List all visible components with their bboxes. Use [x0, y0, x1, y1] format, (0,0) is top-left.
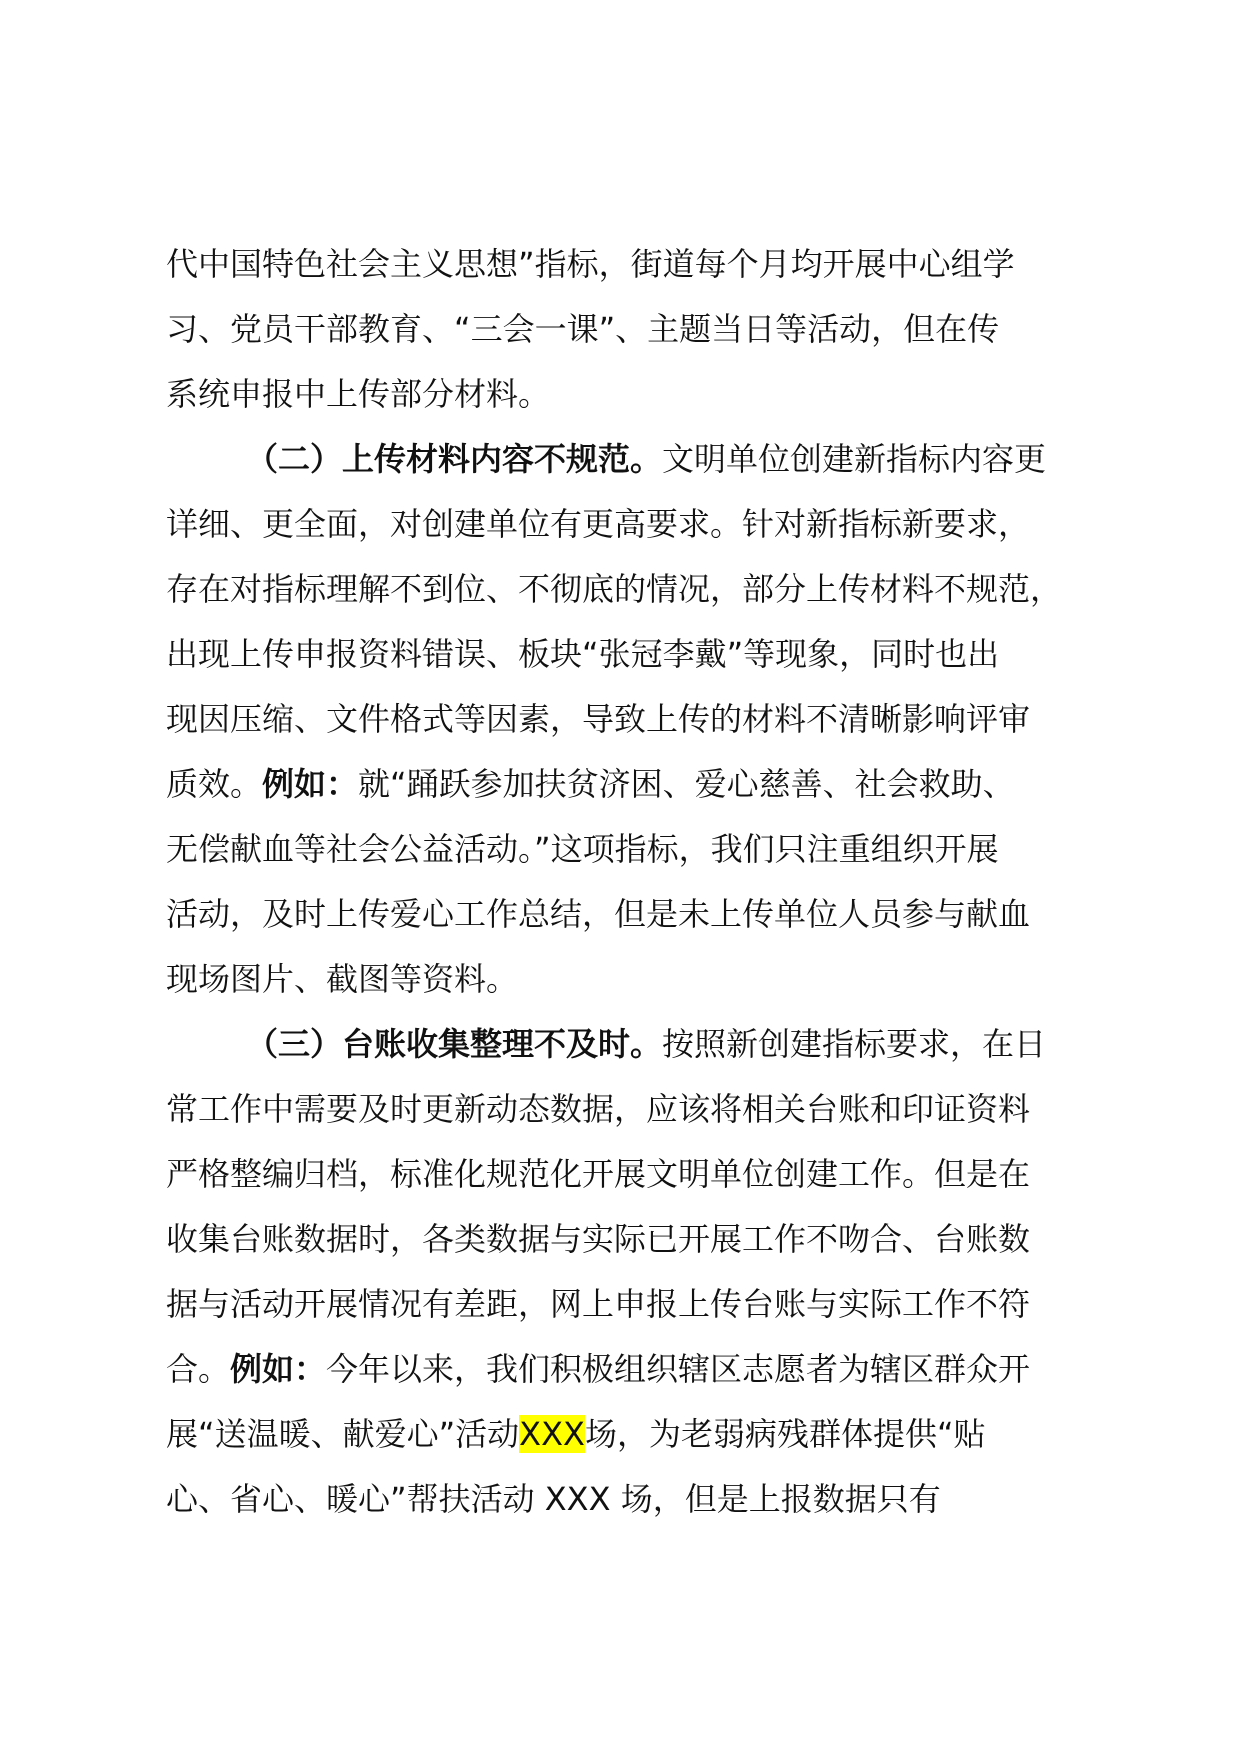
- text-line: 心、省心、暖心”帮扶活动 XXX 场，但是上报数据只有: [166, 1480, 941, 1518]
- text-line: 收集台账数据时，各类数据与实际已开展工作不吻合、台账数: [166, 1220, 1031, 1258]
- text-line: 代中国特色社会主义思想”指标，街道每个月均开展中心组学: [166, 245, 1015, 283]
- text-line: 严格整编归档，标准化规范化开展文明单位创建工作。但是在: [166, 1155, 1031, 1193]
- text-line: 出现上传申报资料错误、板块“张冠李戴”等现象，同时也出: [166, 635, 1000, 673]
- text-line: 习、党员干部教育、“三会一课”、主题当日等活动，但在传: [166, 310, 1000, 348]
- text-line: 存在对指标理解不到位、不彻底的情况，部分上传材料不规范，: [166, 570, 1063, 608]
- body-text: [166, 232, 1126, 1532]
- text-line: 活动，及时上传爱心工作总结，但是未上传单位人员参与献血: [166, 895, 1031, 933]
- text-line: 详细、更全面，对创建单位有更高要求。针对新指标新要求，: [166, 505, 1031, 543]
- text-line: 现因压缩、文件格式等因素，导致上传的材料不清晰影响评审: [166, 700, 1031, 738]
- section-heading-line: （三）台账收集整理不及时。按照新创建指标要求，在日: [246, 1025, 1047, 1063]
- text-line: 无偿献血等社会公益活动。”这项指标，我们只注重组织开展: [166, 830, 999, 868]
- text-line: 展“送温暖、献爱心”活动XXX场，为老弱病残群体提供“贴: [166, 1415, 986, 1453]
- section-heading-line: （二）上传材料内容不规范。文明单位创建新指标内容更: [246, 440, 1047, 478]
- text-line: 现场图片、截图等资料。: [166, 960, 519, 998]
- text-line: 系统申报中上传部分材料。: [166, 375, 551, 413]
- section-heading: （二）上传材料内容不规范。: [246, 440, 663, 478]
- text-line: 质效。例如：就“踊跃参加扶贫济困、爱心慈善、社会救助、: [166, 765, 1015, 803]
- example-label: 例如：: [262, 765, 359, 803]
- section-heading: （三）台账收集整理不及时。: [246, 1025, 663, 1063]
- highlighted-placeholder: XXX: [519, 1415, 585, 1453]
- text-line: 常工作中需要及时更新动态数据，应该将相关台账和印证资料: [166, 1090, 1031, 1128]
- text-line: 据与活动开展情况有差距，网上申报上传台账与实际工作不符: [166, 1285, 1031, 1323]
- text-line: 合。例如：今年以来，我们积极组织辖区志愿者为辖区群众开: [166, 1350, 1031, 1388]
- example-label: 例如：: [230, 1350, 327, 1388]
